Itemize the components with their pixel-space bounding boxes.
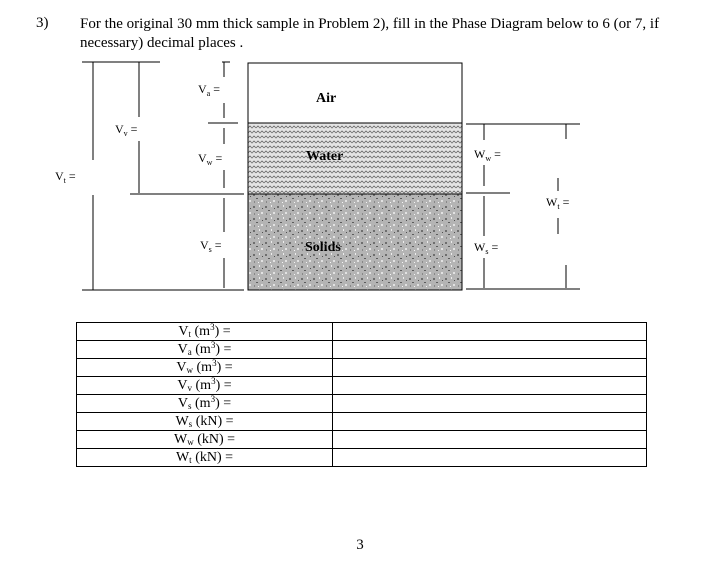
answer-cell[interactable] — [333, 323, 647, 341]
table-row — [77, 359, 647, 377]
water-label: Water — [306, 149, 344, 164]
row-label: $W_t$ (kN) = — [77, 449, 333, 467]
vw-label: $V_w$ = — [198, 151, 223, 167]
table-row — [77, 431, 647, 449]
table-row — [77, 395, 647, 413]
answer-cell[interactable] — [333, 377, 647, 395]
water-phase — [248, 123, 462, 194]
table-row — [77, 413, 647, 431]
question-text: For the original 30 mm thick sample in Problem 2), fill in the Phase Diagram below to 6 (or 7, if necessary) decimal places . — [80, 16, 660, 51]
vv-label: $V_v$ = — [115, 122, 138, 138]
solids-label: Solids — [305, 240, 341, 255]
wt-label: $W_t$ = — [546, 195, 570, 211]
row-label: $V_t$ $(m^3)$ = — [77, 323, 333, 341]
table-row — [77, 341, 647, 359]
ws-label: $W_s$ = — [474, 240, 499, 256]
table-row — [77, 323, 647, 341]
page-number: 3 — [356, 537, 364, 553]
answer-cell[interactable] — [333, 431, 647, 449]
vs-label: $V_s$ = — [200, 238, 222, 254]
air-phase — [248, 63, 462, 123]
va-label: $V_a$ = — [198, 82, 221, 98]
row-label: $V_s$ $(m^3)$ = — [77, 395, 333, 413]
answer-cell[interactable] — [333, 341, 647, 359]
answer-cell[interactable] — [333, 359, 647, 377]
row-label: $W_w$ (kN) = — [77, 431, 333, 449]
answer-cell[interactable] — [333, 395, 647, 413]
question-number: 3) — [36, 15, 49, 31]
air-label: Air — [316, 91, 337, 106]
vt-label: $V_t$ = — [55, 169, 76, 185]
table-row — [77, 449, 647, 467]
answer-cell[interactable] — [333, 449, 647, 467]
answer-table — [76, 322, 647, 467]
row-label: $W_s$ (kN) = — [77, 413, 333, 431]
answer-cell[interactable] — [333, 413, 647, 431]
row-label: $V_w$ $(m^3)$ = — [77, 359, 333, 377]
ww-label: $W_w$ = — [474, 147, 501, 163]
left-dimension-lines — [82, 62, 244, 290]
row-label: $V_v$ $(m^3)$ = — [77, 377, 333, 395]
solids-phase — [248, 194, 462, 290]
row-label: $V_a$ $(m^3)$ = — [77, 341, 333, 359]
table-row — [77, 377, 647, 395]
